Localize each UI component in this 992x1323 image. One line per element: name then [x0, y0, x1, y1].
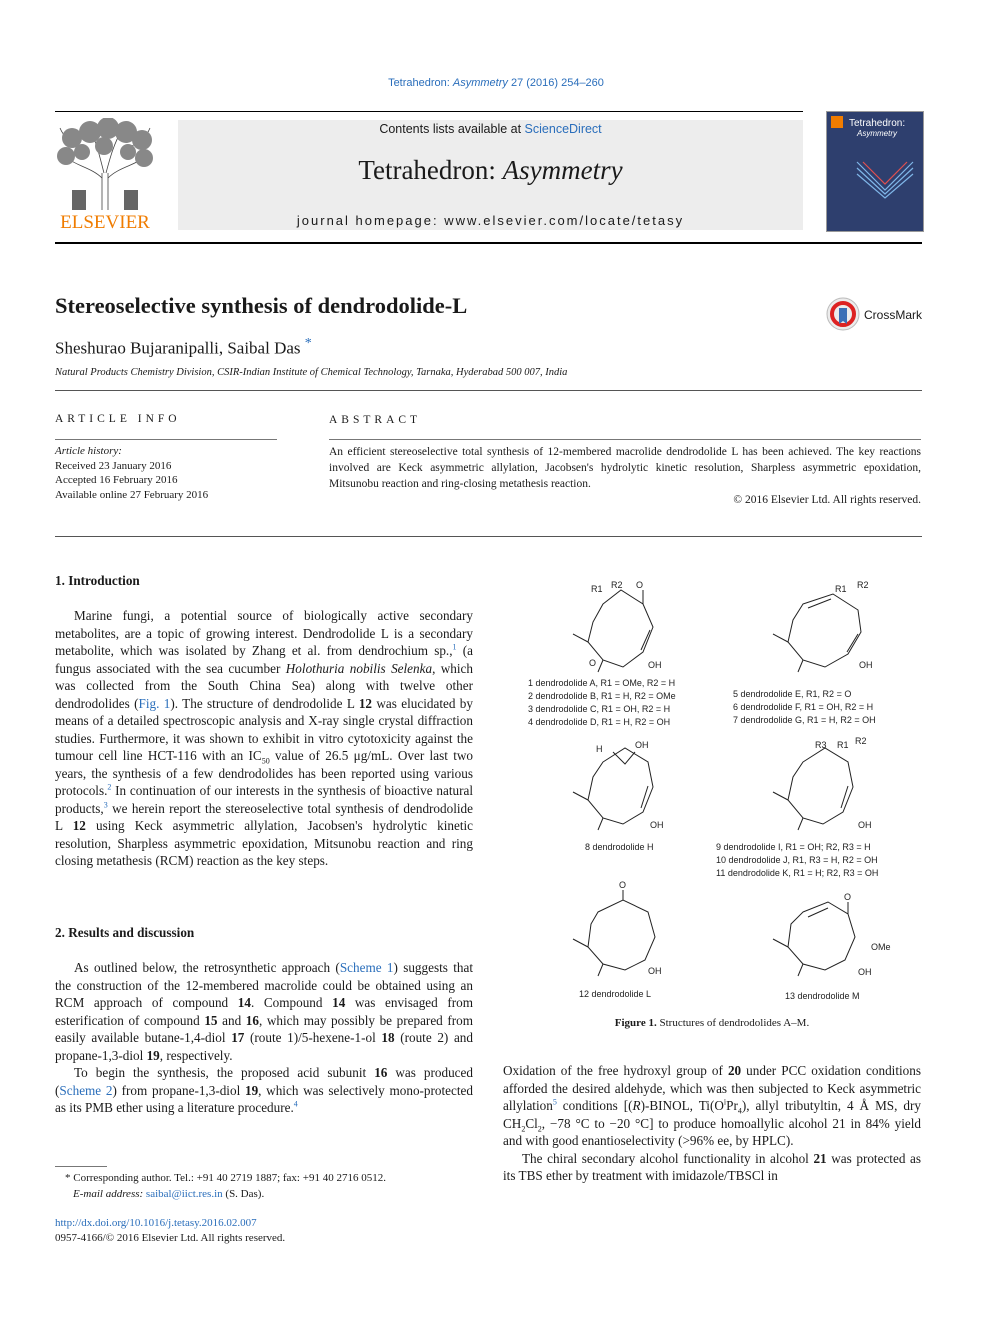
- figure-caption: [503, 1017, 921, 1029]
- journal-cover[interactable]: [826, 111, 924, 232]
- accepted-date: Accepted 16 February 2016: [55, 474, 178, 486]
- publication-info: [55, 1216, 285, 1246]
- crossmark-icon: [826, 297, 860, 331]
- citation-journal-italic: Asymmetry: [452, 77, 508, 89]
- figure-1-structures: [503, 572, 921, 1012]
- atom-oh-m: OH: [858, 967, 872, 977]
- abstract-text: An efficient stereoselective total synthesis of 12-membered macrolide dendrodolide L has been achieved. The key reactions involved are Keck asymmetric allylation, Jacobsen's hydrolytic kinetic resolution, Sharpless asymmetric epoxidation, Mitsunobu reaction and ring-closing metathesis reaction.: [329, 446, 921, 490]
- labels-group2: 5 dendrodolide E, R1, R2 = O 6 dendrodolide F, R1 = OH, R2 = H 7 dendrodolide G, R1 = H, R2 = OH: [733, 689, 876, 725]
- elsevier-wordmark: ELSEVIER: [60, 212, 150, 233]
- atom-oh-b: OH: [859, 660, 873, 670]
- figure-1: [503, 572, 921, 1012]
- email-link[interactable]: saibal@iict.res.in: [145, 1187, 223, 1200]
- atom-oh-l: OH: [648, 966, 662, 976]
- atom-o-ring-a: O: [589, 658, 597, 668]
- atom-r1-c: R1: [837, 740, 849, 750]
- abstract-copyright: © 2016 Elsevier Ltd. All rights reserved.: [733, 494, 921, 506]
- crossmark-badge[interactable]: [826, 297, 926, 333]
- atom-o-l: O: [619, 880, 627, 890]
- article-title: Stereoselective synthesis of dendrodolide-L: [55, 293, 468, 318]
- atom-oh-h2: OH: [650, 820, 664, 830]
- author-list: [55, 336, 312, 359]
- label-12: 12 dendrodolide L: [579, 989, 652, 999]
- atom-r2-c: R2: [855, 736, 867, 746]
- structure-1-4: [573, 590, 653, 672]
- history-label: Article history:: [55, 445, 122, 457]
- cover-title: Tetrahedron:: [849, 118, 906, 129]
- online-date: Available online 27 February 2016: [55, 488, 209, 501]
- affiliation: Natural Products Chemistry Division, CSIR-Indian Institute of Chemical Technology, Tarnaka, Hyderabad 500 007, India: [55, 367, 568, 378]
- abstract-body: [329, 444, 921, 508]
- label-13: 13 dendrodolide M: [785, 991, 860, 1001]
- cover-art-icon: [855, 160, 915, 200]
- journal-homepage[interactable]: journal homepage: www.elsevier.com/locate/tetasy: [296, 213, 685, 228]
- cover-elsevier-icon: [831, 116, 843, 128]
- footnote: [55, 1171, 473, 1202]
- caption-label: Figure 1.: [614, 1017, 657, 1029]
- structure-8: [573, 748, 653, 830]
- labels-group1: 1 dendrodolide A, R1 = OMe, R2 = H 2 dendrodolide B, R1 = H, R2 = OMe 3 dendrodolide C, R1 = OH, R2 = H 4 dendrodolide D, R1 = H, R2 = OH: [528, 678, 676, 727]
- cover-subtitle: Asymmetry: [857, 129, 897, 138]
- atom-r1-a: R1: [591, 584, 603, 594]
- abstract-heading: ABSTRACT: [329, 414, 422, 426]
- corresponding-note: * Corresponding author. Tel.: +91 40 2719 1887; fax: +91 40 2716 0512.: [65, 1172, 386, 1184]
- citation-rest: 27 (2016) 254–260: [507, 77, 604, 89]
- results-body: As outlined below, the retrosynthetic approach (Scheme 1) suggests that the construction of the 12-membered macrolide could be obtained using an RCM approach of compound 14. Compound 14 was envisaged from esterification of compound 15 and 16, which may possibly be prepared from easily available butane-1,4-diol 17 (route 1)/5-hexene-1-ol 18 (route 2) and propane-1,3-diol 19, respectively. To begin the synthesis, the proposed acid subunit 16 was produced (Scheme 2) from propane-1,3-diol 19, which was selectively mono-protected as its PMB ether using a literature procedure.$^4$: [55, 960, 474, 1115]
- elsevier-logo[interactable]: [52, 118, 158, 218]
- structure-9-11: [773, 748, 853, 830]
- journal-citation[interactable]: [0, 77, 992, 89]
- structure-12: [573, 890, 655, 976]
- intro-body: Marine fungi, a potential source of biologically active secondary metabolites, are a topic of growing interest. Dendrodolide L is a secondary metabolite, which was isolated by Zhang et al. from dendrochium sp.,$^1$ (a fungus associated with the sea cucumber Holothuria nobilis Selenka, which was collected from the South China Sea) along with twelve other dendrodolides (Fig. 1). The structure of dendrodolide L 12 was elucidated by means of a detailed spectroscopic analysis and X-ray single crystal diffraction studies. Furthermore, it was shown to exhibit in vitro cytotoxicity against the tumour cell line HCT-116 with an $IC_{50}$ value of 26.5 μg/mL. Over last two years, the synthesis of a few dendrodolides has been reported using various protocols.$^2$ In continuation of our interests in the synthesis of bioactive natural products,$^3$ we herein report the stereoselective total synthesis of dendrodolide L 12 using Keck asymmetric allylation, Jacobsen's hydrolytic kinetic resolution, Sharpless asymmetric epoxidation, Mitsunobu reaction and ring closing metathesis (RCM) reaction as the key steps.: [55, 608, 473, 868]
- journal-title: [178, 155, 803, 186]
- journal-title-italic: Asymmetry: [502, 155, 623, 185]
- right-column-body: Oxidation of the free hydroxyl group of 20 under PCC oxidation conditions afforded the desired aldehyde, which was then subjected to Keck asymmetric allylation$^5$ conditions [(R)-BINOL, $Ti(O^iPr_4)$, allyl tributyltin, 4 Å MS, dry $CH_2Cl_2$, −78 °C to −20 °C] to produce homoallylic alcohol 21 in 84% yield and with good enantioselectivity (>96% ee, by HPLC). The chiral secondary alcohol functionality in alcohol 21 was protected as its TBS ether by treatment with imidazole/TBSCl in: [503, 1063, 921, 1183]
- labels-group3: 9 dendrodolide I, R1 = OH; R2, R3 = H 10 dendrodolide J, R1, R3 = H, R2 = OH 11 dendrodolide K, R1 = H; R2, R3 = OH: [716, 842, 879, 878]
- elsevier-tree-icon: [52, 118, 158, 212]
- atom-ome-m: OMe: [871, 942, 891, 952]
- crossmark-label: CrossMark: [864, 308, 923, 322]
- atom-r2-a: R2: [611, 580, 623, 590]
- atom-r3-c: R3: [815, 740, 827, 750]
- doi-link[interactable]: http://dx.doi.org/10.1016/j.tetasy.2016.02.007: [55, 1217, 257, 1229]
- journal-title-plain: Tetrahedron:: [358, 155, 503, 185]
- issn-line: 0957-4166/© 2016 Elsevier Ltd. All rights reserved.: [55, 1232, 286, 1244]
- received-date: Received 23 January 2016: [55, 459, 172, 472]
- atom-o-a: O: [636, 580, 644, 590]
- email-note: E-mail address: saibal@iict.res.in (S. Das).: [73, 1187, 265, 1200]
- atom-h-h: H: [596, 744, 603, 754]
- contents-line: [178, 122, 803, 136]
- atom-r1-b: R1: [835, 584, 847, 594]
- atom-oh-c: OH: [858, 820, 872, 830]
- contents-prefix: Contents lists available at: [379, 122, 525, 136]
- results-heading: 2. Results and discussion: [55, 925, 195, 940]
- atom-r2-b: R2: [857, 580, 869, 590]
- intro-heading: 1. Introduction: [55, 573, 140, 588]
- atom-oh-h1: OH: [635, 740, 649, 750]
- structure-13: [773, 902, 855, 976]
- corresponding-author-mark[interactable]: *: [304, 336, 312, 351]
- structure-5-7: [773, 594, 861, 672]
- atom-o-m: O: [844, 892, 852, 902]
- sciencedirect-link[interactable]: ScienceDirect: [524, 122, 602, 136]
- label-8: 8 dendrodolide H: [585, 842, 654, 852]
- citation-journal: Tetrahedron:: [388, 77, 453, 89]
- article-info-heading: ARTICLE INFO: [55, 413, 181, 425]
- caption-text: Structures of dendrodolides A–M.: [659, 1017, 810, 1029]
- authors: Sheshurao Bujaranipalli, Saibal Das: [55, 338, 301, 358]
- atom-oh-a: OH: [648, 660, 662, 670]
- article-history: [55, 444, 208, 502]
